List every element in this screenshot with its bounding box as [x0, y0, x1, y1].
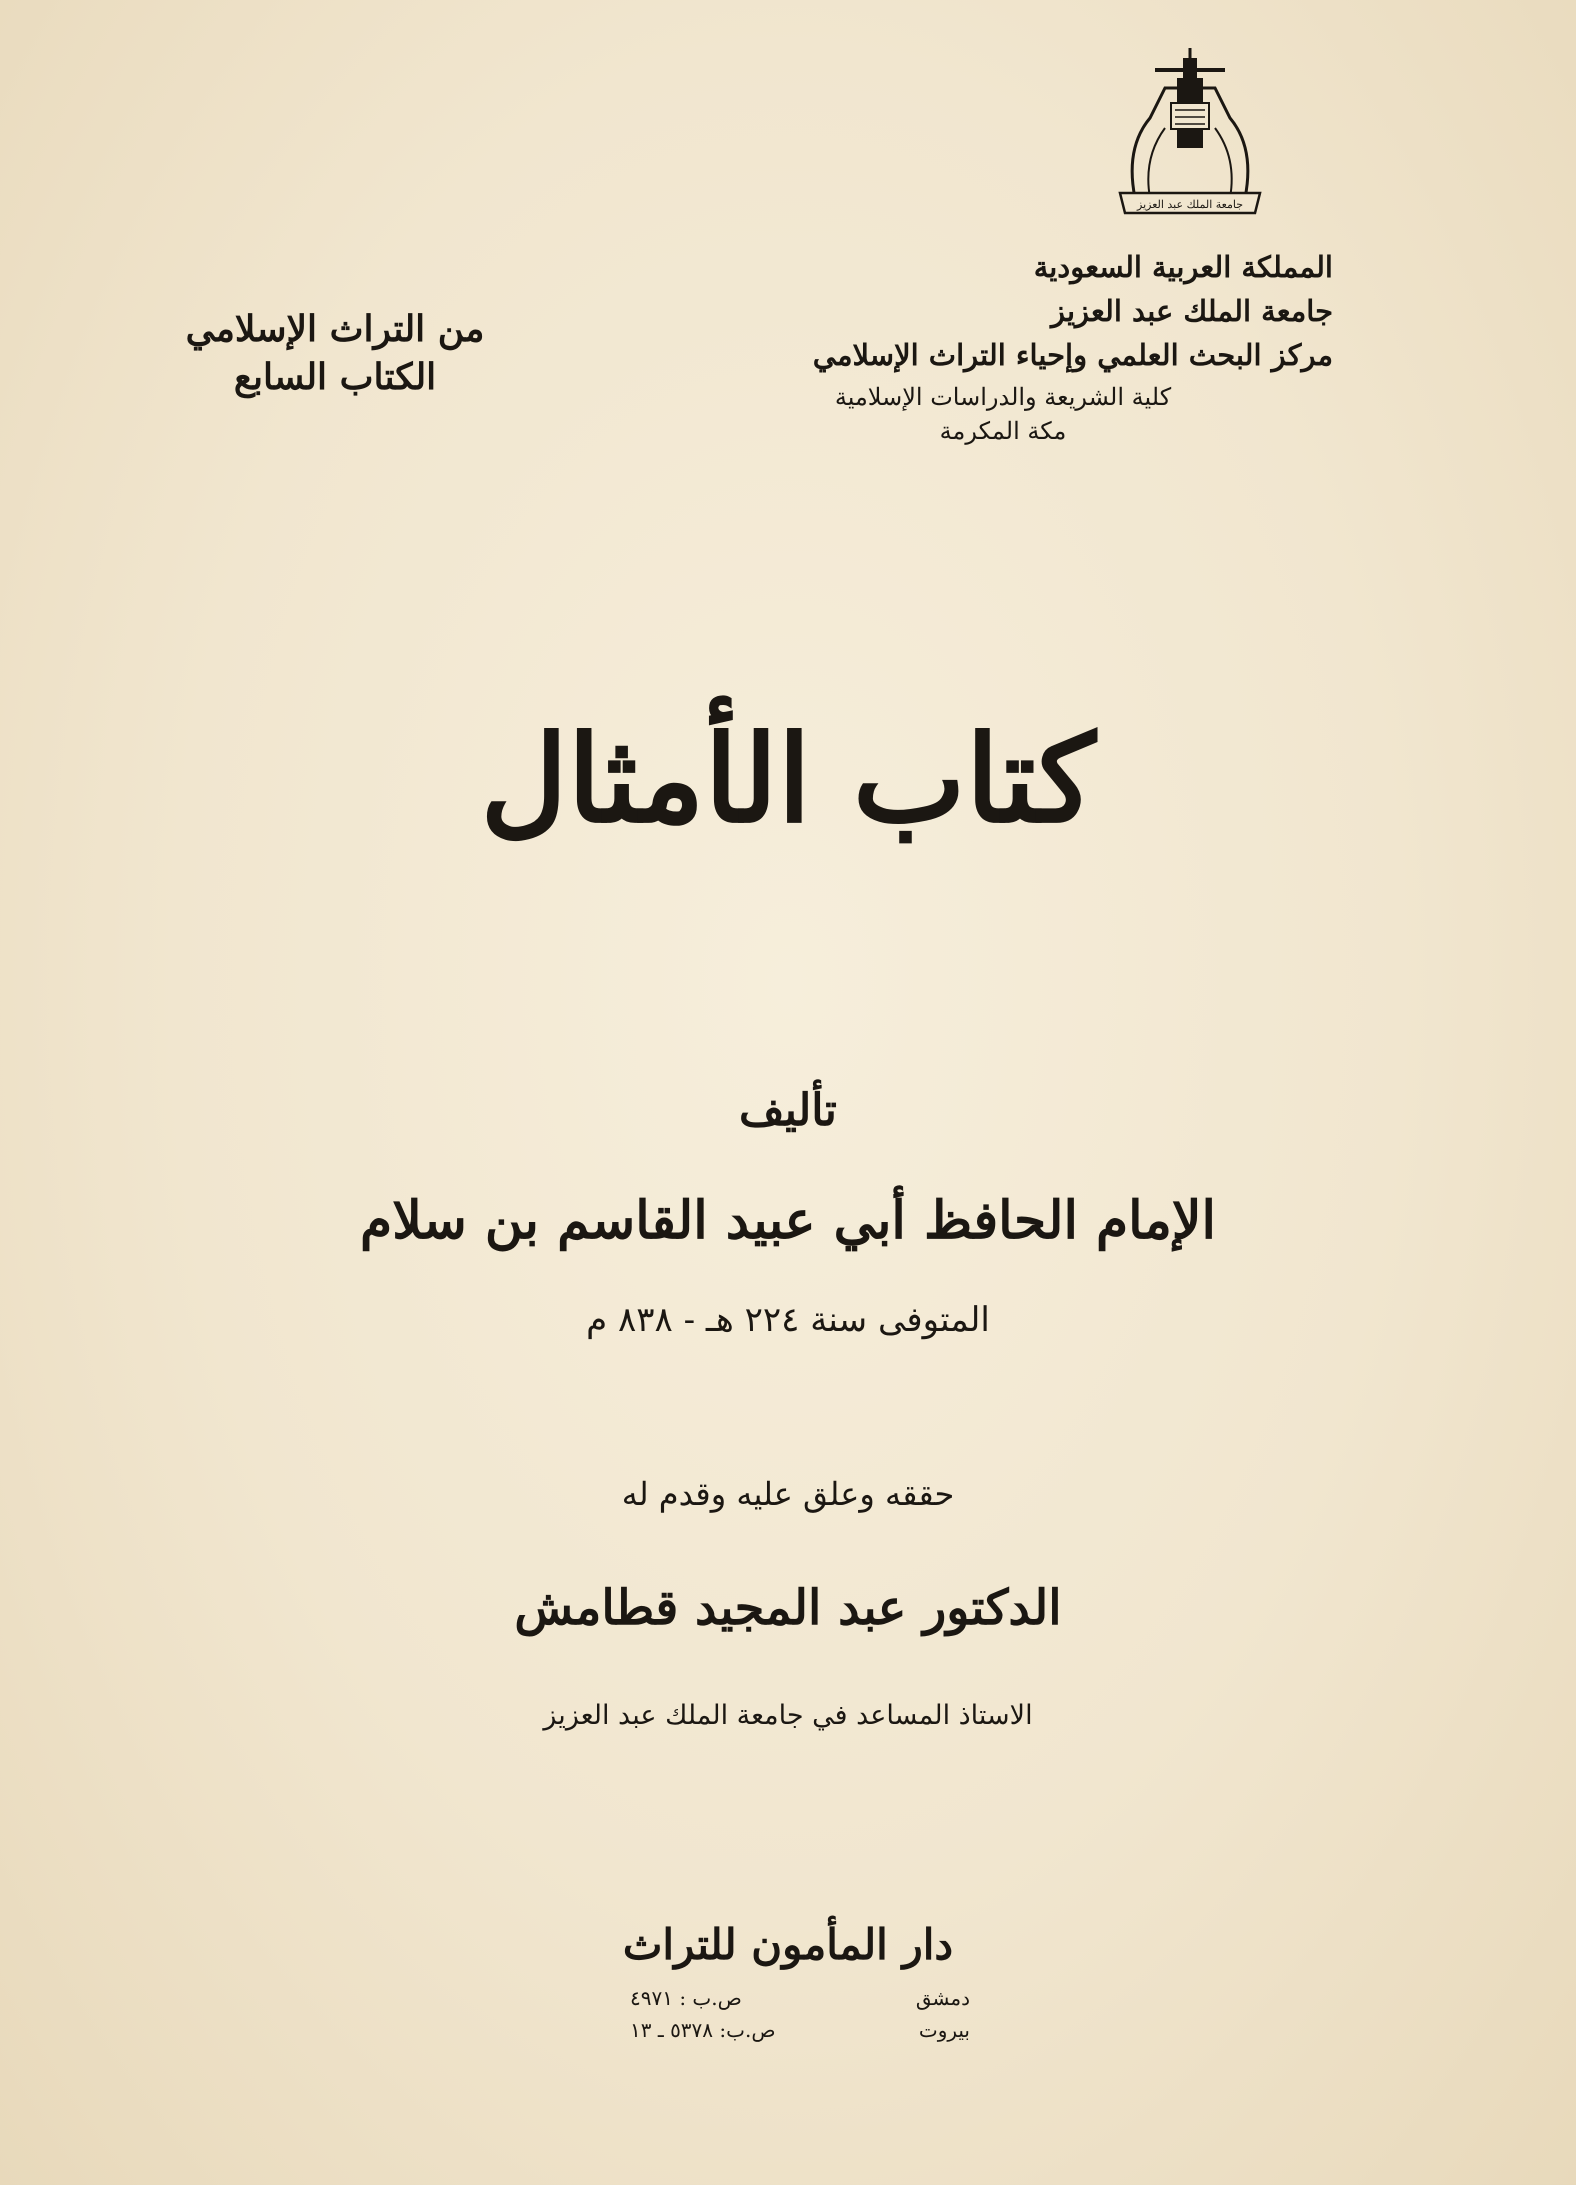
address-row-damascus: [630, 1982, 970, 2014]
pobox-damascus: ص.ب : ٤٩٧١: [630, 1986, 742, 2010]
city-beirut: بيروت: [918, 2018, 970, 2042]
author-name: الإمام الحافظ أبي عبيد القاسم بن سلام: [360, 1190, 1216, 1251]
city-name: مكة المكرمة: [939, 417, 1067, 445]
faculty-name: كلية الشريعة والدراسات الإسلامية: [834, 383, 1172, 411]
research-center-name: مركز البحث العلمي وإحياء التراث الإسلامي: [812, 338, 1333, 372]
publisher-address: [630, 1982, 970, 2046]
series-name: من التراث الإسلامي: [185, 308, 485, 350]
university-name: جامعة الملك عبد العزيز: [1050, 294, 1333, 328]
country-name: المملكة العربية السعودية: [1033, 250, 1333, 284]
series-volume: الكتاب السابع: [233, 356, 437, 398]
editor-name: الدكتور عبد المجيد قطامش: [514, 1580, 1062, 1636]
death-date: المتوفى سنة ٢٢٤ هـ - ٨٣٨ م: [586, 1300, 990, 1340]
pobox-beirut: ص.ب: ٥٣٧٨ ـ ١٣: [630, 2018, 776, 2042]
series-block: [150, 305, 520, 401]
city-damascus: دمشق: [915, 1986, 970, 2010]
book-title: كتاب الأمثال: [480, 709, 1096, 850]
authored-label: تأليف: [739, 1085, 837, 1136]
editor-position: الاستاذ المساعد في جامعة الملك عبد العزيز: [543, 1700, 1033, 1731]
emblem-banner-text: جامعة الملك عبد العزيز: [1137, 198, 1243, 211]
edited-label: حققه وعلق عليه وقدم له: [621, 1475, 955, 1513]
institution-block: [773, 250, 1333, 450]
publisher-name: دار المأمون للتراث: [622, 1920, 954, 1969]
address-row-beirut: [630, 2014, 970, 2046]
university-emblem-icon: [1105, 48, 1275, 218]
